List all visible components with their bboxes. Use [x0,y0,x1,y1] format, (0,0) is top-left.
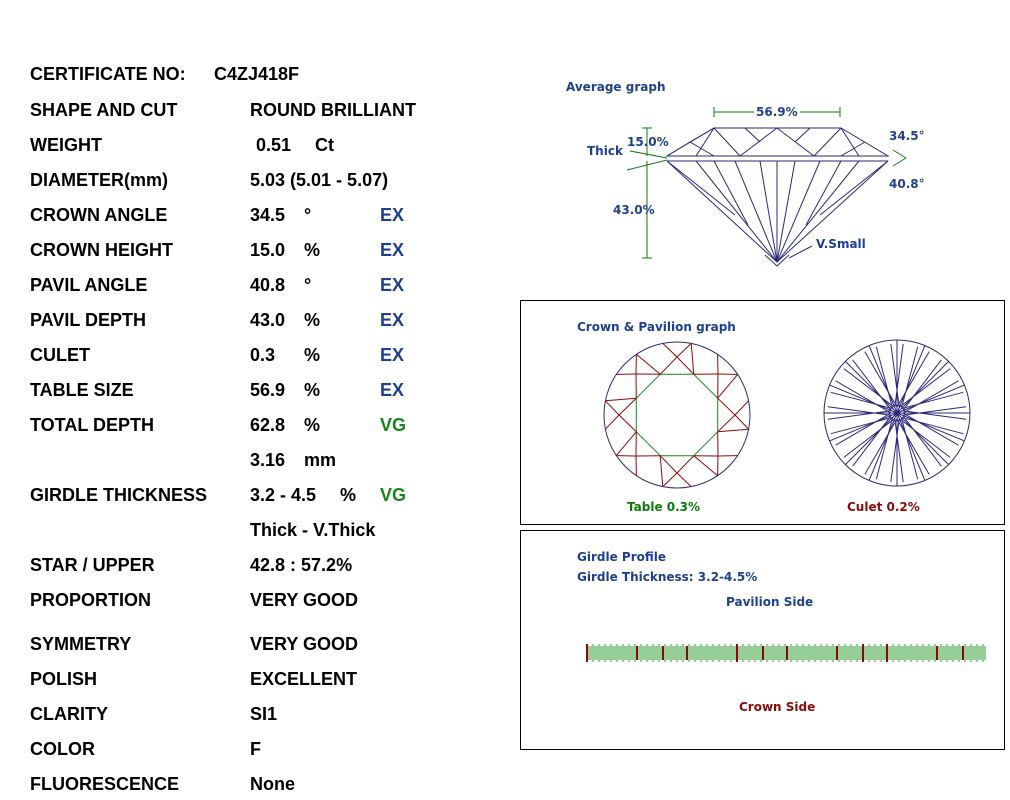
pavilion-angle-label: 40.8° [889,177,925,191]
row-unit: % [304,380,321,400]
girdle-profile-title: Girdle Profile [577,550,667,564]
row-grade: EX [380,310,405,330]
row-value: Thick - V.Thick [250,520,376,540]
row-unit: % [340,485,357,505]
girdle-profile-bar [586,643,988,663]
culet-size-label: V.Small [816,237,866,251]
row-value: 62.8 [250,415,286,435]
row-unit: ° [304,205,312,225]
row-grade: EX [380,205,405,225]
row-label: GIRDLE THICKNESS [30,485,208,505]
girdle-thickness-label: Girdle Thickness: 3.2-4.5% [577,570,758,584]
row-label: PAVIL DEPTH [30,310,147,330]
row-value: 40.8 [250,275,286,295]
row-unit: % [304,310,321,330]
average-graph-title: Average graph [566,80,666,94]
pavilion-depth-label: 43.0% [613,203,655,217]
table-caption: Table 0.3% [627,500,701,514]
row-label: CROWN ANGLE [30,205,168,225]
culet-caption: Culet 0.2% [847,500,920,514]
row-label: COLOR [30,739,95,759]
crown-view-diagram [600,338,755,493]
certificate-label: CERTIFICATE NO: [30,64,186,84]
row-value: 3.2 - 4.5 [250,485,317,505]
crown-pavilion-title: Crown & Pavilion graph [577,320,736,334]
row-label: CROWN HEIGHT [30,240,173,260]
row-value: 34.5 [250,205,286,225]
certificate-number: C4ZJ418F [214,64,300,84]
row-value: 43.0 [250,310,286,330]
row-grade: VG [380,415,407,435]
row-value: 42.8 : 57.2% [250,555,353,575]
row-value: 15.0 [250,240,286,260]
row-label: CLARITY [30,704,108,724]
row-label: PAVIL ANGLE [30,275,148,295]
row-value: VERY GOOD [250,590,359,610]
row-label: DIAMETER(mm) [30,170,168,190]
row-grade: EX [380,275,405,295]
row-label: SYMMETRY [30,634,132,654]
row-value: 56.9 [250,380,286,400]
row-unit: % [304,240,321,260]
table-percent-label: 56.9% [756,105,798,119]
row-unit: % [304,345,321,365]
row-value: F [250,739,261,759]
row-grade: EX [380,240,405,260]
row-grade: EX [380,345,405,365]
girdle-thick-label: Thick [587,144,623,158]
row-label: SHAPE AND CUT [30,100,178,120]
diamond-profile-diagram [560,100,940,275]
row-label: TOTAL DEPTH [30,415,155,435]
row-value: ROUND BRILLIANT [250,100,416,120]
row-label: POLISH [30,669,98,689]
row-label: WEIGHT [30,135,102,155]
crown-height-label: 15.0% [627,135,669,149]
row-value: 3.16 [250,450,286,470]
row-value: 0.3 [250,345,276,365]
row-unit: % [304,415,321,435]
crown-angle-label: 34.5° [889,129,925,143]
row-label: STAR / UPPER [30,555,155,575]
row-value: None [250,774,295,794]
row-value: 5.03 (5.01 - 5.07) [250,170,389,190]
row-value: 0.51 [256,135,292,155]
row-value: SI1 [250,704,278,724]
pavilion-view-diagram [820,338,975,493]
row-grade: VG [380,485,407,505]
row-unit: mm [304,450,337,470]
row-label: PROPORTION [30,590,152,610]
row-value: EXCELLENT [250,669,358,689]
row-grade: EX [380,380,405,400]
crown-side-label: Crown Side [739,700,816,714]
pavilion-side-label: Pavilion Side [726,595,814,609]
row-unit: ° [304,275,312,295]
row-unit: Ct [315,135,334,155]
row-label: FLUORESCENCE [30,774,180,794]
row-label: TABLE SIZE [30,380,134,400]
row-value: VERY GOOD [250,634,359,654]
row-label: CULET [30,345,90,365]
